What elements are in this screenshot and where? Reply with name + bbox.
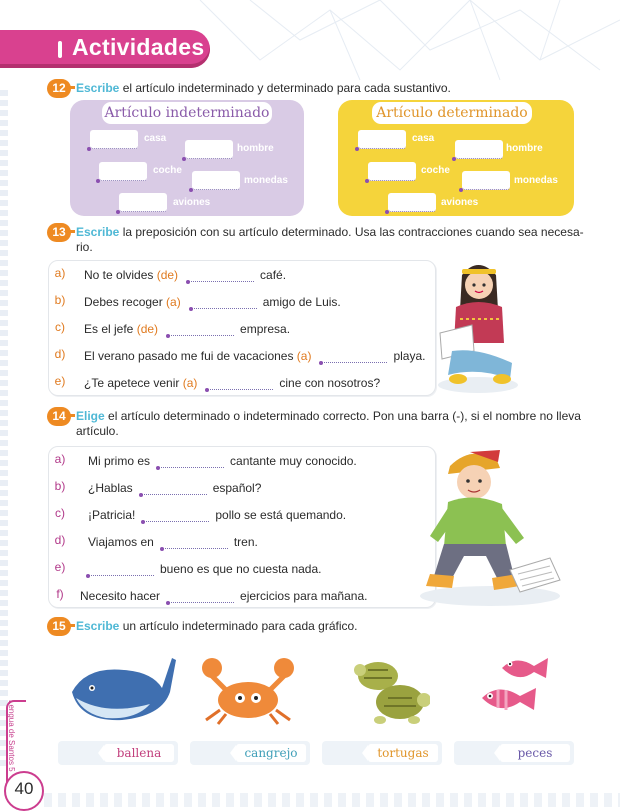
item-letter: f) bbox=[52, 587, 68, 603]
sentence-start: ¿Hablas bbox=[88, 481, 133, 495]
answer-slot-coche-ind[interactable] bbox=[99, 162, 147, 181]
label-tortugas: tortugas bbox=[368, 744, 438, 762]
footer-pattern bbox=[44, 793, 620, 807]
exercise-14-panel bbox=[48, 446, 436, 608]
answer-blank[interactable] bbox=[88, 563, 154, 576]
determinado-title: Artículo determinado bbox=[372, 102, 532, 124]
label-peces: peces bbox=[500, 744, 570, 762]
item-letter: c) bbox=[52, 506, 68, 522]
boy-sitting-illustration bbox=[400, 446, 570, 611]
answer-blank[interactable] bbox=[158, 455, 224, 468]
answer-slot-monedas-ind[interactable] bbox=[192, 171, 240, 190]
sentence-start: Mi primo es bbox=[88, 454, 151, 468]
word-casa: casa bbox=[412, 133, 435, 144]
instruction-text: el artículo indeterminado y determinado para cada sustantivo. bbox=[119, 81, 451, 95]
crab-illustration bbox=[192, 654, 304, 726]
word-aviones: aviones bbox=[441, 197, 479, 208]
instruction-verb: Escribe bbox=[76, 81, 120, 95]
word-coche: coche bbox=[153, 165, 182, 176]
sentence-end: playa. bbox=[393, 349, 426, 363]
label-cangrejo: cangrejo bbox=[236, 744, 306, 762]
word-hombre: hombre bbox=[237, 143, 274, 154]
sentence-row bbox=[84, 295, 341, 309]
instruction-verb: Elige bbox=[76, 409, 105, 423]
item-letter: c) bbox=[52, 320, 68, 336]
word-monedas: monedas bbox=[514, 175, 558, 186]
sentence-end: cantante muy conocido. bbox=[230, 454, 357, 468]
turtles-illustration bbox=[350, 650, 430, 730]
sentence-end: bueno es que no cuesta nada. bbox=[160, 562, 322, 576]
label-ballena: ballena bbox=[104, 744, 174, 762]
indeterminado-title: Artículo indeterminado bbox=[102, 102, 272, 124]
sentence-row bbox=[80, 589, 367, 603]
word-coche: coche bbox=[421, 165, 450, 176]
item-letter: a) bbox=[52, 452, 68, 468]
sentence-row bbox=[88, 508, 346, 522]
answer-blank[interactable] bbox=[321, 350, 387, 363]
exercise-13-instruction-cont: rio. bbox=[76, 240, 93, 254]
sentence-end: ejercicios para mañana. bbox=[240, 589, 368, 603]
page-title: Actividades bbox=[72, 34, 205, 60]
item-letter: a) bbox=[52, 266, 68, 282]
instruction-text: un artículo indeterminado para cada gráfico. bbox=[119, 619, 358, 633]
sentence-row bbox=[84, 349, 426, 363]
preposition-hint: (a) bbox=[296, 349, 312, 363]
sentence-start: No te olvides bbox=[84, 268, 157, 282]
page-number: 40 bbox=[14, 779, 34, 798]
item-letter: d) bbox=[52, 347, 68, 363]
answer-blank[interactable] bbox=[191, 296, 257, 309]
answer-slot-hombre-det[interactable] bbox=[455, 140, 503, 159]
exercise-14-instruction-cont: artículo. bbox=[76, 424, 119, 438]
answer-slot-hombre-ind[interactable] bbox=[185, 140, 233, 159]
answer-blank[interactable] bbox=[168, 590, 234, 603]
instruction-text: la preposición con su artículo determinado. Usa las contracciones cuando sea necesa- bbox=[119, 225, 584, 239]
sentence-start: Viajamos en bbox=[88, 535, 154, 549]
sentence-end: café. bbox=[260, 268, 287, 282]
exercise-12-instruction bbox=[76, 81, 451, 96]
item-letter: d) bbox=[52, 533, 68, 549]
sentence-start: ¿Te apetece venir bbox=[84, 376, 183, 390]
answer-slot-aviones-det[interactable] bbox=[388, 193, 436, 212]
item-letter: e) bbox=[52, 560, 68, 576]
sentence-row bbox=[88, 454, 357, 468]
answer-slot-casa-det[interactable] bbox=[358, 130, 406, 149]
sentence-start: Debes recoger bbox=[84, 295, 167, 309]
exercise-number-15: 15 bbox=[47, 617, 71, 636]
exercise-number-12: 12 bbox=[47, 79, 71, 98]
sentence-row bbox=[80, 562, 321, 576]
word-hombre: hombre bbox=[506, 143, 543, 154]
word-monedas: monedas bbox=[244, 175, 288, 186]
sentence-row bbox=[88, 481, 261, 495]
sentence-row bbox=[84, 376, 380, 390]
header-bar-decoration bbox=[58, 41, 62, 58]
answer-blank[interactable] bbox=[162, 536, 228, 549]
item-letter: b) bbox=[52, 293, 68, 309]
exercise-number-13: 13 bbox=[47, 223, 71, 242]
side-book-text: Lengua de Santos 5 bbox=[7, 700, 16, 772]
answer-slot-monedas-det[interactable] bbox=[462, 171, 510, 190]
sentence-start: ¡Patricia! bbox=[88, 508, 136, 522]
word-casa: casa bbox=[144, 133, 167, 144]
exercise-number-14: 14 bbox=[47, 407, 71, 426]
sentence-start: Es el jefe bbox=[84, 322, 137, 336]
sentence-end: cine con nosotros? bbox=[279, 376, 381, 390]
item-letter: e) bbox=[52, 374, 68, 390]
left-edge-pattern bbox=[0, 90, 8, 770]
preposition-hint: (de) bbox=[156, 268, 179, 282]
exercise-13-instruction bbox=[76, 225, 586, 240]
instruction-verb: Escribe bbox=[76, 225, 120, 239]
answer-slot-coche-det[interactable] bbox=[368, 162, 416, 181]
exercise-15-instruction bbox=[76, 619, 358, 634]
sentence-start: Necesito hacer bbox=[80, 589, 161, 603]
answer-blank[interactable] bbox=[168, 323, 234, 336]
sentence-end: empresa. bbox=[240, 322, 291, 336]
sentence-start: El verano pasado me fui de vacaciones bbox=[84, 349, 297, 363]
sentence-end: pollo se está quemando. bbox=[215, 508, 347, 522]
fishes-illustration bbox=[476, 652, 552, 728]
answer-blank[interactable] bbox=[143, 509, 209, 522]
sentence-row bbox=[84, 322, 290, 336]
answer-blank[interactable] bbox=[207, 377, 273, 390]
girl-reading-illustration bbox=[432, 255, 524, 395]
instruction-verb: Escribe bbox=[76, 619, 120, 633]
preposition-hint: (a) bbox=[166, 295, 181, 309]
word-aviones: aviones bbox=[173, 197, 211, 208]
answer-slot-casa-ind[interactable] bbox=[90, 130, 138, 149]
answer-blank[interactable] bbox=[188, 269, 254, 282]
item-letter: b) bbox=[52, 479, 68, 495]
whale-illustration bbox=[66, 652, 178, 730]
answer-slot-aviones-ind[interactable] bbox=[119, 193, 167, 212]
sentence-end: amigo de Luis. bbox=[262, 295, 341, 309]
exercise-14-instruction bbox=[76, 409, 586, 424]
sentence-end: tren. bbox=[233, 535, 258, 549]
answer-blank[interactable] bbox=[141, 482, 207, 495]
sentence-row bbox=[88, 535, 258, 549]
instruction-text: el artículo determinado o indeterminado correcto. Pon una barra (-), si el nombre no lleva bbox=[104, 409, 581, 423]
preposition-hint: (a) bbox=[182, 376, 198, 390]
preposition-hint: (de) bbox=[136, 322, 159, 336]
sentence-row bbox=[84, 268, 286, 282]
sentence-end: español? bbox=[212, 481, 262, 495]
